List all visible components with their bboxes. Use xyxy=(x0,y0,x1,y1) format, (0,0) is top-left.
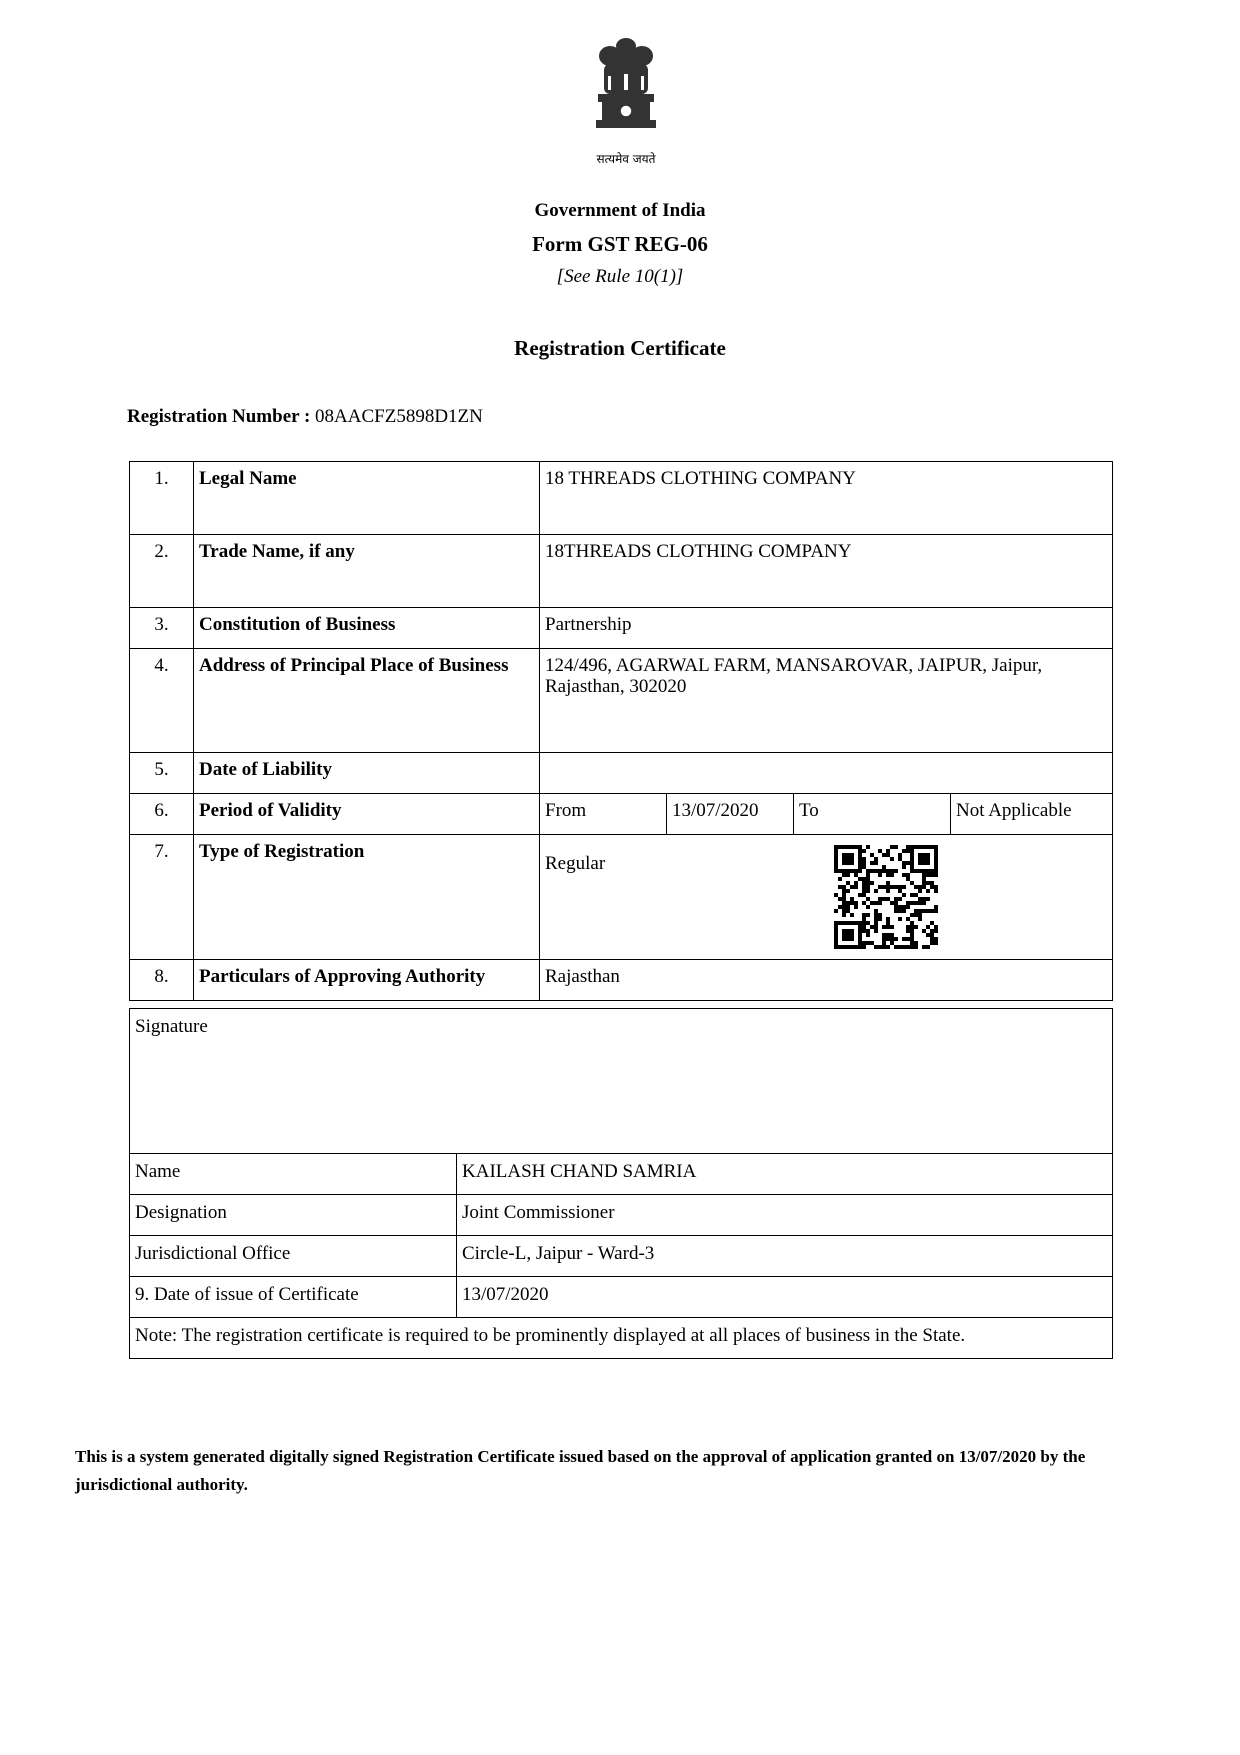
signature-row xyxy=(130,1009,1113,1154)
row-label: Constitution of Business xyxy=(194,608,540,649)
rule-reference: [See Rule 10(1)] xyxy=(556,266,684,287)
row-number: 1. xyxy=(130,462,194,535)
row-value: Regular xyxy=(545,853,606,874)
row-value: 18THREADS CLOTHING COMPANY xyxy=(540,535,1113,608)
qr-code-icon xyxy=(834,845,938,949)
government-heading: Government of India xyxy=(534,200,706,221)
table-row xyxy=(130,960,1113,1001)
issue-date-label: 9. Date of issue of Certificate xyxy=(130,1277,457,1318)
name-label: Name xyxy=(130,1154,457,1195)
registration-number xyxy=(127,406,483,428)
issue-date-value: 13/07/2020 xyxy=(457,1277,1113,1318)
validity-to-label: To xyxy=(794,794,951,835)
table-row xyxy=(130,462,1113,535)
table-row xyxy=(130,1318,1113,1359)
row-label: Type of Registration xyxy=(194,835,540,960)
emblem xyxy=(578,36,674,167)
row-value: Rajasthan xyxy=(540,960,1113,1001)
registration-number-value: 08AACFZ5898D1ZN xyxy=(315,406,483,427)
row-value: 18 THREADS CLOTHING COMPANY xyxy=(540,462,1113,535)
row-label: Date of Liability xyxy=(194,753,540,794)
table-row xyxy=(130,794,1113,835)
row-number: 7. xyxy=(130,835,194,960)
row-value: 124/496, AGARWAL FARM, MANSAROVAR, JAIPUR, Jaipur, Rajasthan, 302020 xyxy=(540,649,1113,753)
table-row xyxy=(130,608,1113,649)
designation-value: Joint Commissioner xyxy=(457,1195,1113,1236)
registration-number-label: Registration Number : xyxy=(127,406,311,427)
row-label: Trade Name, if any xyxy=(194,535,540,608)
row-value-cell xyxy=(540,835,1113,960)
table-row xyxy=(130,1154,1113,1195)
form-title: Form GST REG-06 xyxy=(532,232,708,256)
row-label: Particulars of Approving Authority xyxy=(194,960,540,1001)
table-row xyxy=(130,1195,1113,1236)
row-label: Period of Validity xyxy=(194,794,540,835)
row-number: 3. xyxy=(130,608,194,649)
row-number: 6. xyxy=(130,794,194,835)
footer-statement: This is a system generated digitally signed Registration Certificate issued based on the approval of application granted on 13/07/2020 by the jurisdictional authority. xyxy=(75,1447,1086,1494)
validity-from-label: From xyxy=(540,794,667,835)
signature-label: Signature xyxy=(130,1009,1113,1154)
office-value: Circle-L, Jaipur - Ward-3 xyxy=(457,1236,1113,1277)
table-row xyxy=(130,649,1113,753)
office-label: Jurisdictional Office xyxy=(130,1236,457,1277)
note: Note: The registration certificate is required to be prominently displayed at all places of business in the State. xyxy=(130,1318,1113,1359)
ashoka-emblem-icon xyxy=(586,36,666,148)
row-label: Address of Principal Place of Business xyxy=(194,649,540,753)
validity-from-value: 13/07/2020 xyxy=(667,794,794,835)
table-row xyxy=(130,1236,1113,1277)
table-row xyxy=(130,1277,1113,1318)
row-value xyxy=(540,753,1113,794)
row-number: 8. xyxy=(130,960,194,1001)
table-row xyxy=(130,753,1113,794)
table-row xyxy=(130,835,1113,960)
signature-table xyxy=(129,1008,1113,1359)
row-number: 4. xyxy=(130,649,194,753)
row-number: 2. xyxy=(130,535,194,608)
table-row xyxy=(130,535,1113,608)
row-number: 5. xyxy=(130,753,194,794)
row-value: Partnership xyxy=(540,608,1113,649)
name-value: KAILASH CHAND SAMRIA xyxy=(457,1154,1113,1195)
certificate-title: Registration Certificate xyxy=(514,336,726,360)
validity-to-value: Not Applicable xyxy=(951,794,1113,835)
registration-details-table xyxy=(129,461,1113,1001)
motto: सत्यमेव जयते xyxy=(596,152,656,166)
row-label: Legal Name xyxy=(194,462,540,535)
designation-label: Designation xyxy=(130,1195,457,1236)
